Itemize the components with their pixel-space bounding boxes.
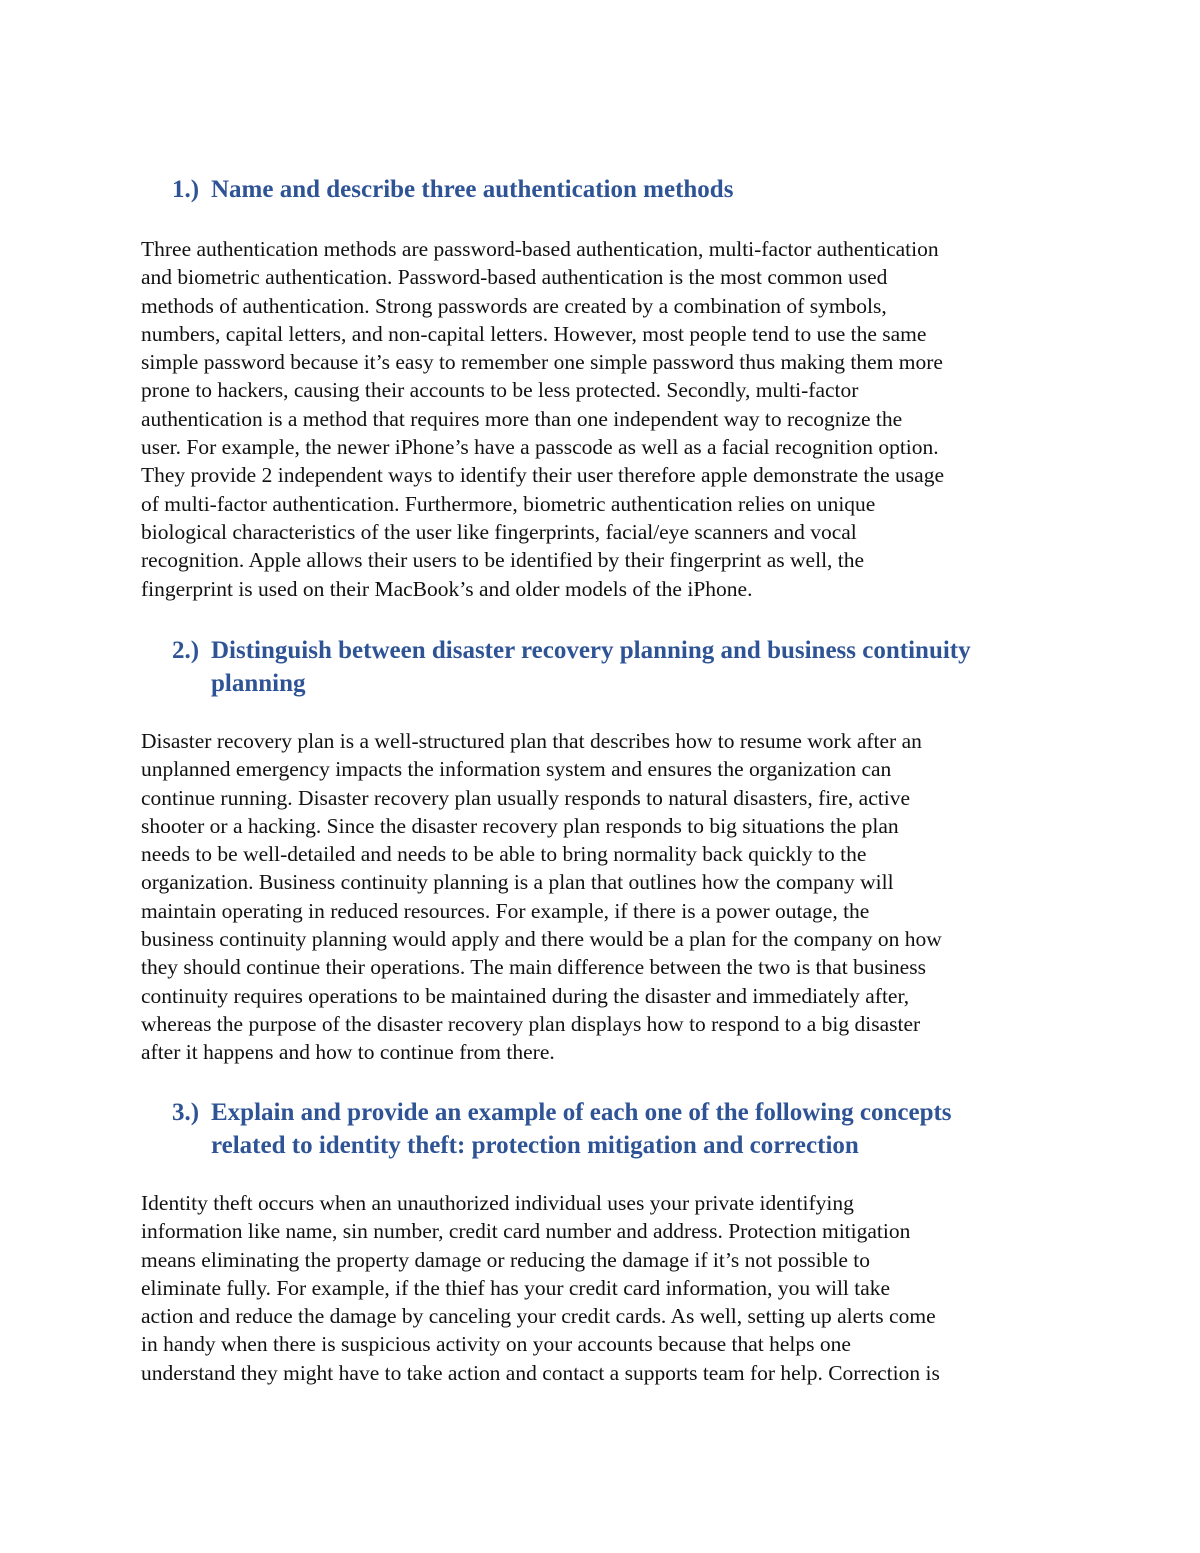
body-line: fingerprint is used on their MacBook’s and older models of the iPhone. [141,576,753,601]
section-3-heading-line-1: Explain and provide an example of each one of the following concepts [211,1099,952,1126]
body-line: Disaster recovery plan is a well-structured plan that describes how to resume work after an [141,729,922,753]
section-2-heading-line-1: Distinguish between disaster recovery planning and business continuity [211,637,971,664]
section-1-number: 1.) [172,176,200,203]
body-line: whereas the purpose of the disaster recovery plan displays how to respond to a big disaster [141,1011,921,1036]
body-line: shooter or a hacking. Since the disaster recovery plan responds to big situations the plan [141,813,899,838]
body-line: Three authentication methods are password-based authentication, multi-factor authentication [141,237,939,261]
body-line: understand they might have to take action and contact a supports team for help. Correction is [141,1360,940,1385]
body-line: needs to be well-detailed and needs to be able to bring normality back quickly to the [141,842,867,867]
body-line: unplanned emergency impacts the information system and ensures the organization can [141,757,892,782]
body-line: in handy when there is suspicious activity on your accounts because that helps one [141,1332,851,1357]
section-2-heading-line-2: planning [211,670,306,697]
body-line: numbers, capital letters, and non-capital letters. However, most people tend to use the same [141,321,927,346]
body-line: eliminate fully. For example, if the thief has your credit card information, you will take [141,1275,891,1300]
section-3-number: 3.) [172,1099,200,1126]
body-line: organization. Business continuity planning is a plan that outlines how the company will [141,870,894,895]
body-line: continue running. Disaster recovery plan usually responds to natural disasters, fire, active [141,785,910,810]
section-3-body [141,1189,1101,1387]
body-line: action and reduce the damage by canceling your credit cards. As well, setting up alerts come [141,1304,936,1329]
section-2-body [141,727,1101,1067]
body-line: prone to hackers, causing their accounts to be less protected. Secondly, multi-factor [141,378,859,403]
body-line: business continuity planning would apply and there would be a plan for the company on how [141,927,942,952]
body-line: means eliminating the property damage or reducing the damage if it’s not possible to [141,1247,871,1272]
body-line: Identity theft occurs when an unauthorized individual uses your private identifying [141,1191,854,1215]
section-2-number: 2.) [172,637,200,664]
body-line: and biometric authentication. Password-based authentication is the most common used [141,265,888,290]
body-line: maintain operating in reduced resources. For example, if there is a power outage, the [141,898,870,923]
section-3-heading-line-2: related to identity theft: protection mitigation and correction [211,1132,859,1159]
body-line: of multi-factor authentication. Furthermore, biometric authentication relies on unique [141,491,876,516]
body-line: after it happens and how to continue from there. [141,1040,555,1065]
section-1-heading-line-1: Name and describe three authentication methods [211,176,734,203]
body-line: They provide 2 independent ways to identify their user therefore apple demonstrate the usage [141,463,944,488]
body-line: simple password because it’s easy to remember one simple password thus making them more [141,350,943,375]
body-line: user. For example, the newer iPhone’s have a passcode as well as a facial recognition option. [141,435,939,460]
section-1-body [141,235,1101,603]
body-line: authentication is a method that requires more than one independent way to recognize the [141,406,903,431]
body-line: methods of authentication. Strong passwords are created by a combination of symbols, [141,293,887,318]
body-line: information like name, sin number, credit card number and address. Protection mitigation [141,1219,911,1244]
body-line: biological characteristics of the user like fingerprints, facial/eye scanners and vocal [141,519,857,544]
body-line: continuity requires operations to be maintained during the disaster and immediately after, [141,983,910,1008]
body-line: recognition. Apple allows their users to be identified by their fingerprint as well, the [141,548,865,573]
body-line: they should continue their operations. The main difference between the two is that business [141,955,926,980]
